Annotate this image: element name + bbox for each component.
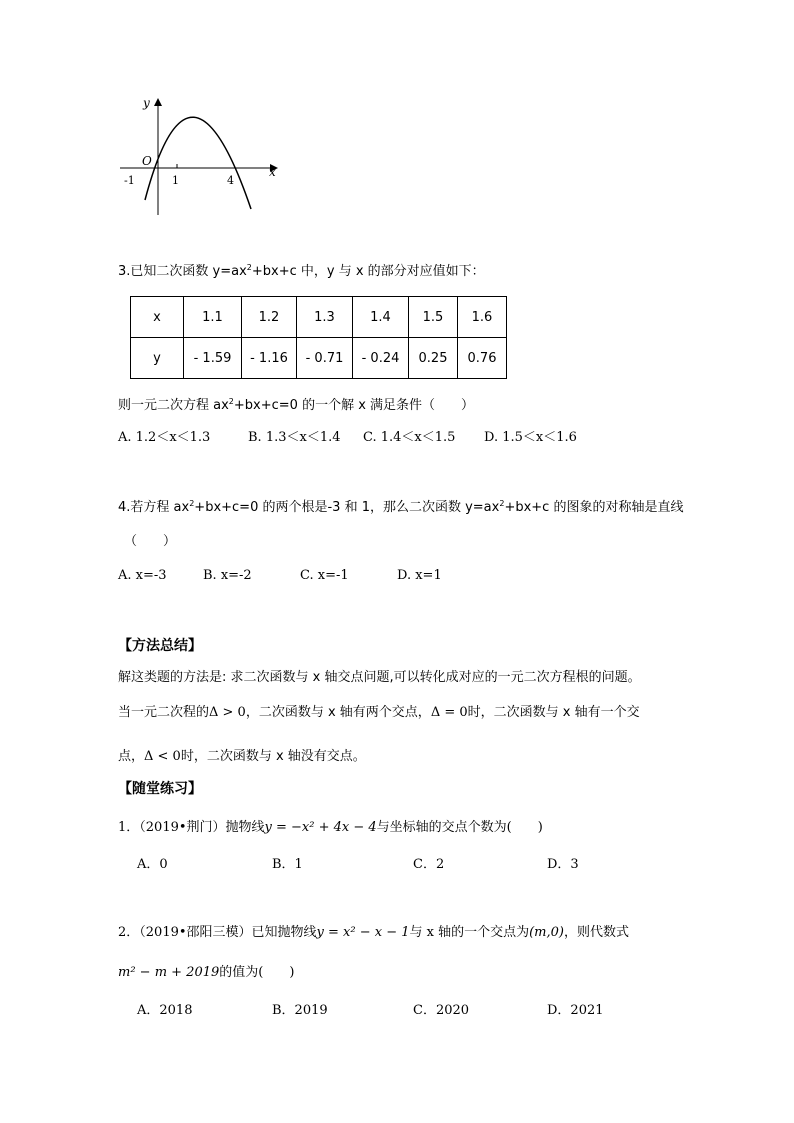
practice-2-formula: y = x² − x − 1 [316,925,410,940]
table-cell: x [131,297,184,338]
practice-2-option-b[interactable]: B．2019 [272,1003,328,1018]
table-cell: - 0.71 [297,338,353,379]
q3-option-a[interactable]: A. 1.2＜x＜1.3 [118,430,211,445]
q3-cond-sup: 2 [228,397,234,406]
practice-2-suffix: ，则代数式 [563,925,629,940]
q4-sup2: 2 [499,499,505,508]
q3-option-d[interactable]: D. 1.5＜x＜1.6 [484,430,577,445]
q3-stem-start: 3.已知二次函数 y=ax [118,264,247,279]
q3-option-c[interactable]: C. 1.4＜x＜1.5 [363,430,456,445]
table-cell: - 1.16 [242,338,297,379]
table-cell: 1.2 [242,297,297,338]
q3-stem-mid: +bx+c 中，y 与 x 的部分对应值如下： [251,264,485,279]
practice-heading: 【随堂练习】 [118,781,202,797]
q4-stem [118,496,683,515]
practice-2-option-a[interactable]: A．2018 [137,1003,193,1018]
q4-option-c[interactable]: C. x=-1 [300,568,349,583]
tick-label-4: 4 [227,174,234,187]
practice-2-mid: 与 x 轴的一个交点为 [409,925,530,940]
table-cell: 1.5 [409,297,458,338]
practice-1-prefix: 1．（2019•荆门）抛物线 [118,820,265,835]
q3-cond-end: +bx+c=0 的一个解 x 满足条件（ ） [233,398,475,413]
table-cell: 0.76 [458,338,507,379]
practice-2-expr: m² − m + 2019 [118,965,220,980]
method-line3-a: 点， [118,749,145,764]
method-line-2 [118,701,640,720]
tick-label-1: 1 [172,174,179,187]
table-cell: 0.25 [409,338,458,379]
table-cell: 1.4 [353,297,409,338]
table-cell: - 0.24 [353,338,409,379]
practice-2-stem [118,921,629,940]
method-line2-b: ，二次函数与 x 轴有两个交点， [245,705,431,720]
q4-option-d[interactable]: D. x=1 [397,568,442,583]
practice-1-option-b[interactable]: B．1 [272,857,303,872]
method-line-3 [118,745,366,764]
table-row-x [131,297,507,338]
practice-1-option-a[interactable]: A．0 [137,857,168,872]
method-line2-a: 当一元二次程的 [118,705,210,720]
y-axis-label: y [143,96,150,110]
y-axis-arrow [154,98,162,106]
practice-1-option-d[interactable]: D．3 [547,857,579,872]
parabola-graph [110,90,290,220]
q4-option-b[interactable]: B. x=-2 [203,568,252,583]
q4-p1: 4.若方程 ax [118,500,190,515]
practice-2-option-c[interactable]: C．2020 [413,1003,470,1018]
delta-negative: Δ < 0 [144,749,181,764]
q4-sup1: 2 [189,499,195,508]
q4-p2: +bx+c=0 的两个根是-3 和 1，那么二次函数 y=ax [194,500,500,515]
table-cell: y [131,338,184,379]
practice-2-expr-suffix: 的值为( ) [219,965,295,980]
practice-1-formula: y = −x² + 4x − 4 [264,820,377,835]
practice-1-option-c[interactable]: C．2 [413,857,445,872]
practice-2-expression [118,961,294,980]
table-cell: 1.1 [184,297,242,338]
q4-option-a[interactable]: A. x=-3 [118,568,167,583]
practice-2-point: (m,0) [529,925,564,940]
practice-2-option-d[interactable]: D．2021 [547,1003,604,1018]
q3-value-table [130,296,507,379]
q3-condition [118,394,474,413]
x-axis-label: x [269,165,276,179]
q4-answer-paren: （ ） [124,534,177,549]
q3-stem-sup: 2 [246,263,252,272]
q3-stem [118,260,485,279]
method-line2-c: 时，二次函数与 x 轴有一个交 [467,705,640,720]
method-heading: 【方法总结】 [118,638,202,654]
table-cell: 1.3 [297,297,353,338]
practice-1-suffix: 与坐标轴的交点个数为( ) [376,820,543,835]
table-row-y [131,338,507,379]
parabola-curve [145,117,251,209]
method-line3-b: 时，二次函数与 x 轴没有交点。 [180,749,366,764]
table-cell: - 1.59 [184,338,242,379]
delta-positive: Δ > 0 [209,705,246,720]
q3-cond-start: 则一元二次方程 ax [118,398,229,413]
table-cell: 1.6 [458,297,507,338]
delta-zero: Δ = 0 [430,705,468,720]
practice-1-stem [118,816,543,835]
tick-label-neg1: -1 [124,174,135,187]
q3-option-b[interactable]: B. 1.3＜x＜1.4 [248,430,341,445]
q4-p3: +bx+c 的图象的对称轴是直线 [504,500,684,515]
origin-label: O [142,154,152,168]
method-line-1: 解这类题的方法是: 求二次函数与 x 轴交点问题,可以转化成对应的一元二次方程根的问题。 [118,670,641,685]
practice-2-prefix: 2．（2019•邵阳三模）已知抛物线 [118,925,317,940]
